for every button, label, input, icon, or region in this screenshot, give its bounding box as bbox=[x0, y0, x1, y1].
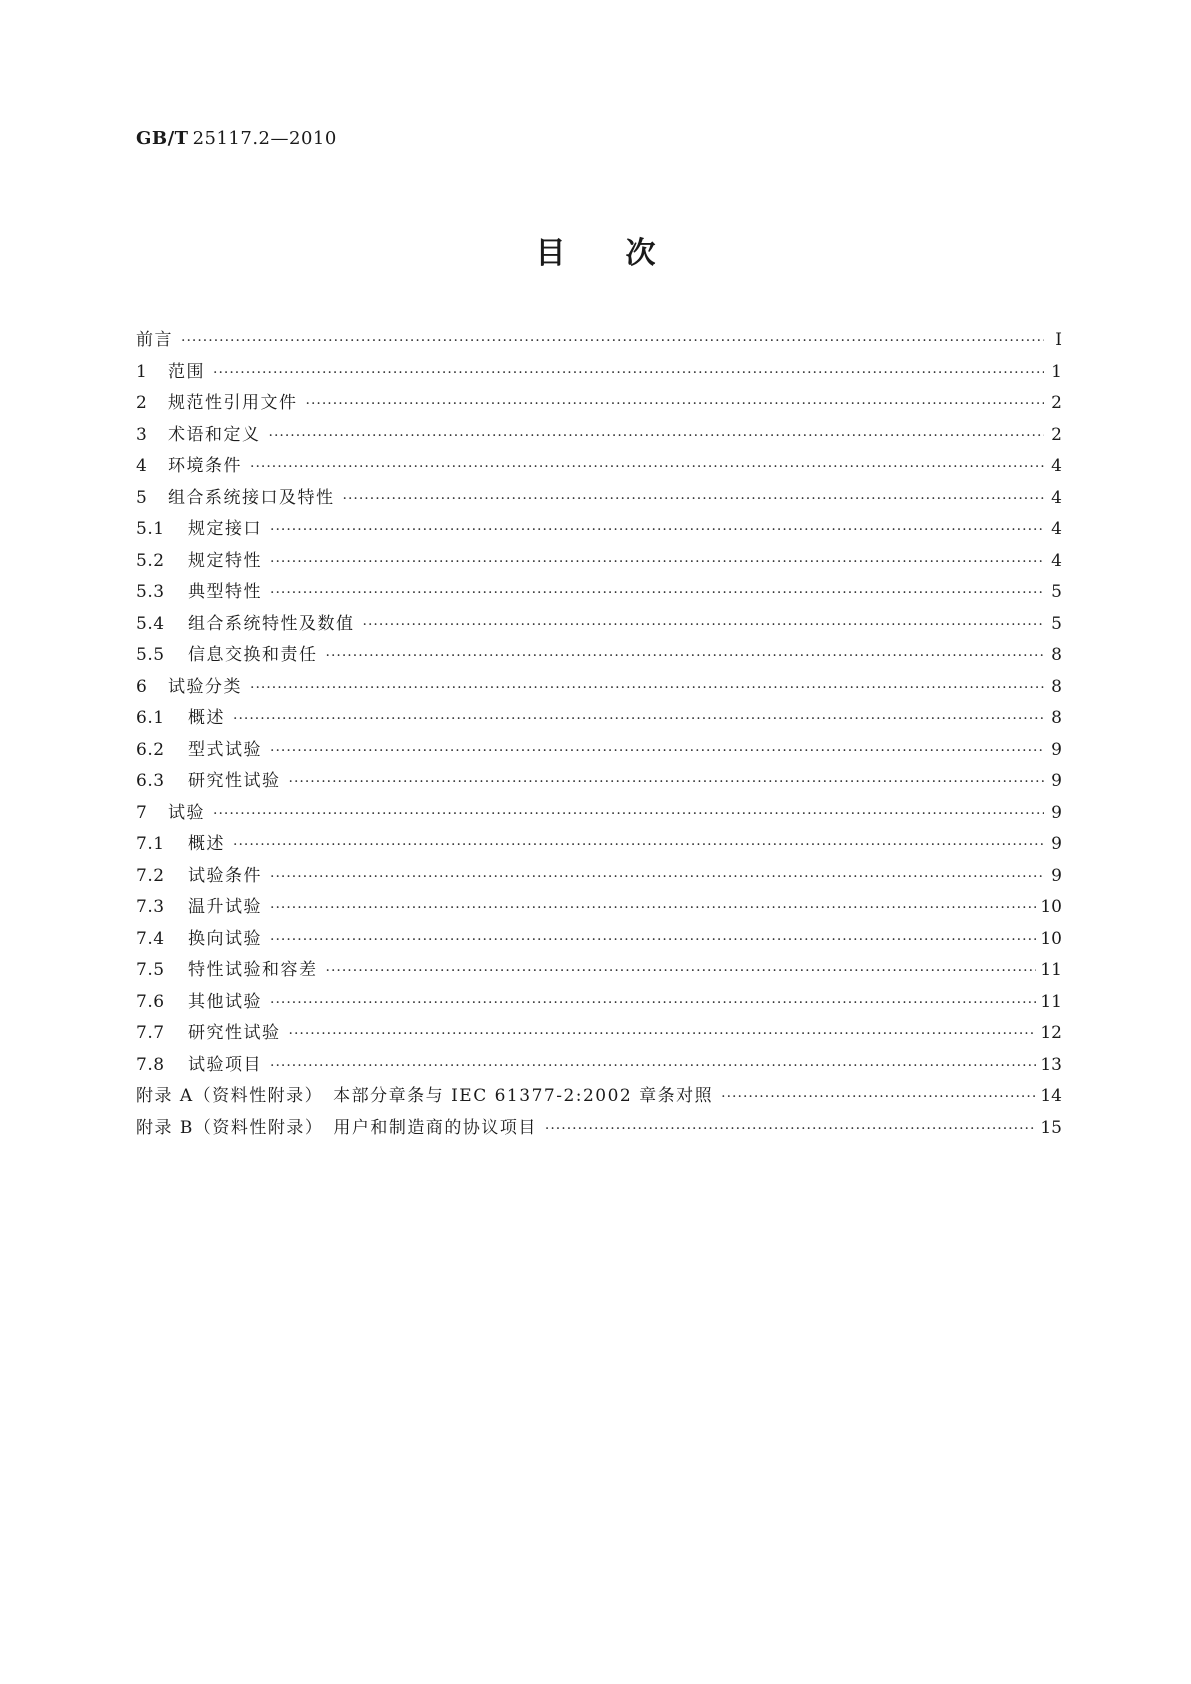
toc-leader-dots bbox=[270, 869, 1044, 885]
toc-page-number: 10 bbox=[1040, 897, 1062, 917]
page-title: 目次 bbox=[535, 236, 716, 271]
toc-entry-title: 组合系统接口及特性 bbox=[168, 487, 335, 508]
toc-entry-title: 温升试验 bbox=[188, 897, 262, 917]
toc-entry-title: 前言 bbox=[136, 330, 173, 350]
toc-leader-dots bbox=[326, 963, 1037, 979]
toc-entry-title: 试验项目 bbox=[188, 1054, 262, 1075]
toc-entry-title: 规范性引用文件 bbox=[168, 393, 298, 413]
toc-page-number: 10 bbox=[1040, 928, 1062, 949]
toc-page-number: 5 bbox=[1051, 613, 1062, 634]
toc-entry[interactable] bbox=[136, 420, 1062, 452]
toc-page-number: 9 bbox=[1051, 865, 1062, 886]
standard-code bbox=[136, 128, 337, 149]
toc-page-number: 8 bbox=[1051, 676, 1062, 697]
toc-entry[interactable] bbox=[136, 735, 1062, 767]
toc-page-number: 8 bbox=[1051, 708, 1062, 728]
toc-section-number: 6.1 bbox=[136, 708, 165, 728]
toc-entry-label bbox=[136, 987, 262, 1012]
toc-leader-dots bbox=[269, 428, 1045, 444]
toc-leader-dots bbox=[270, 743, 1044, 759]
toc-page-number: 12 bbox=[1040, 1023, 1062, 1043]
toc-section-number: 7.8 bbox=[136, 1054, 165, 1075]
toc-entry[interactable] bbox=[136, 955, 1062, 987]
toc-entry-label bbox=[136, 420, 261, 445]
toc-leader-dots bbox=[270, 995, 1036, 1011]
toc-entry-label bbox=[136, 388, 298, 413]
toc-entry[interactable] bbox=[136, 1113, 1062, 1145]
toc-entry-title: 规定特性 bbox=[188, 550, 262, 571]
toc-page-number: 1 bbox=[1051, 361, 1062, 382]
toc-leader-dots bbox=[233, 837, 1044, 853]
toc-section-number: 5.2 bbox=[136, 550, 165, 571]
table-of-contents bbox=[136, 325, 1062, 1144]
toc-leader-dots bbox=[213, 365, 1044, 381]
toc-entry-label bbox=[136, 861, 262, 886]
toc-entry[interactable] bbox=[136, 1050, 1062, 1082]
toc-leader-dots bbox=[363, 617, 1045, 633]
toc-leader-dots bbox=[270, 554, 1044, 570]
toc-entry-title: 附录 B（资料性附录） 用户和制造商的协议项目 bbox=[136, 1117, 537, 1138]
toc-entry-label bbox=[136, 703, 225, 728]
toc-entry-label bbox=[136, 640, 318, 665]
standard-prefix: GB/T bbox=[136, 128, 189, 149]
toc-section-number: 5 bbox=[136, 487, 148, 508]
toc-entry-title: 组合系统特性及数值 bbox=[188, 613, 355, 634]
toc-section-number: 6 bbox=[136, 676, 148, 697]
toc-page-number: 11 bbox=[1040, 960, 1062, 980]
toc-page-number: 8 bbox=[1051, 645, 1062, 665]
toc-entry-label bbox=[136, 829, 225, 854]
toc-entry-label bbox=[136, 1113, 537, 1138]
toc-leader-dots bbox=[306, 396, 1045, 412]
toc-entry[interactable] bbox=[136, 357, 1062, 389]
toc-entry-title: 型式试验 bbox=[188, 739, 262, 760]
toc-entry[interactable] bbox=[136, 829, 1062, 861]
toc-entry-label bbox=[136, 483, 335, 508]
toc-entry[interactable] bbox=[136, 609, 1062, 641]
toc-entry[interactable] bbox=[136, 766, 1062, 798]
toc-section-number: 7.6 bbox=[136, 991, 165, 1012]
standard-number: 25117.2—2010 bbox=[192, 128, 337, 149]
toc-entry-label bbox=[136, 798, 205, 823]
toc-entry-title: 术语和定义 bbox=[168, 424, 261, 445]
toc-entry-label bbox=[136, 735, 262, 760]
toc-entry-title: 换向试验 bbox=[188, 928, 262, 949]
toc-entry-title: 研究性试验 bbox=[188, 1023, 281, 1043]
toc-entry[interactable] bbox=[136, 388, 1062, 420]
toc-page-number: 15 bbox=[1040, 1117, 1062, 1138]
toc-entry-title: 典型特性 bbox=[188, 582, 262, 602]
toc-entry-title: 信息交换和责任 bbox=[188, 645, 318, 665]
toc-entry[interactable] bbox=[136, 546, 1062, 578]
toc-page-number: 13 bbox=[1040, 1054, 1062, 1075]
toc-entry-label bbox=[136, 325, 173, 350]
toc-entry[interactable] bbox=[136, 861, 1062, 893]
toc-entry[interactable] bbox=[136, 514, 1062, 546]
toc-page-number: 2 bbox=[1051, 393, 1062, 413]
toc-page-number: 9 bbox=[1051, 834, 1062, 854]
toc-page-number: Ⅰ bbox=[1055, 330, 1062, 350]
toc-entry[interactable] bbox=[136, 577, 1062, 609]
toc-entry[interactable] bbox=[136, 798, 1062, 830]
toc-section-number: 5.1 bbox=[136, 519, 165, 539]
toc-entry[interactable] bbox=[136, 325, 1062, 357]
toc-entry-title: 范围 bbox=[168, 361, 205, 382]
toc-page-number: 11 bbox=[1040, 991, 1062, 1012]
toc-entry-label bbox=[136, 546, 262, 571]
toc-entry[interactable] bbox=[136, 451, 1062, 483]
toc-entry[interactable] bbox=[136, 1018, 1062, 1050]
toc-entry-title: 概述 bbox=[188, 834, 225, 854]
toc-section-number: 7 bbox=[136, 802, 148, 823]
toc-entry[interactable] bbox=[136, 924, 1062, 956]
toc-leader-dots bbox=[289, 774, 1045, 790]
toc-entry[interactable] bbox=[136, 1081, 1062, 1113]
toc-entry-title: 特性试验和容差 bbox=[188, 960, 318, 980]
toc-entry-title: 研究性试验 bbox=[188, 771, 281, 791]
toc-section-number: 5.3 bbox=[136, 582, 165, 602]
toc-section-number: 7.1 bbox=[136, 834, 165, 854]
toc-leader-dots bbox=[721, 1089, 1036, 1105]
toc-page-number: 14 bbox=[1040, 1086, 1062, 1106]
toc-leader-dots bbox=[270, 522, 1044, 538]
toc-leader-dots bbox=[181, 333, 1044, 349]
toc-leader-dots bbox=[270, 932, 1036, 948]
toc-page-number: 9 bbox=[1051, 802, 1062, 823]
toc-leader-dots bbox=[270, 1058, 1036, 1074]
toc-entry[interactable] bbox=[136, 703, 1062, 735]
toc-leader-dots bbox=[326, 648, 1045, 664]
toc-section-number: 7.5 bbox=[136, 960, 165, 980]
toc-leader-dots bbox=[250, 680, 1044, 696]
toc-page-number: 4 bbox=[1051, 519, 1062, 539]
toc-entry-label bbox=[136, 955, 318, 980]
toc-entry-label bbox=[136, 609, 355, 634]
toc-leader-dots bbox=[545, 1121, 1036, 1137]
toc-page-number: 2 bbox=[1051, 424, 1062, 445]
toc-entry-title: 试验 bbox=[168, 802, 205, 823]
toc-entry[interactable] bbox=[136, 987, 1062, 1019]
toc-entry-label bbox=[136, 577, 262, 602]
toc-page-number: 9 bbox=[1051, 739, 1062, 760]
toc-entry-label bbox=[136, 1018, 281, 1043]
toc-section-number: 5.4 bbox=[136, 613, 165, 634]
toc-leader-dots bbox=[343, 491, 1045, 507]
toc-section-number: 7.2 bbox=[136, 865, 165, 886]
toc-leader-dots bbox=[233, 711, 1044, 727]
toc-section-number: 3 bbox=[136, 424, 148, 445]
toc-entry[interactable] bbox=[136, 672, 1062, 704]
toc-entry-title: 规定接口 bbox=[188, 519, 262, 539]
toc-entry-title: 其他试验 bbox=[188, 991, 262, 1012]
toc-section-number: 7.3 bbox=[136, 897, 165, 917]
toc-leader-dots bbox=[250, 459, 1044, 475]
toc-entry-label bbox=[136, 892, 262, 917]
toc-entry-label bbox=[136, 451, 242, 476]
toc-entry-label bbox=[136, 766, 281, 791]
toc-entry-title: 试验条件 bbox=[188, 865, 262, 886]
toc-leader-dots bbox=[213, 806, 1044, 822]
toc-entry-label bbox=[136, 672, 242, 697]
toc-section-number: 4 bbox=[136, 456, 148, 476]
toc-entry-title: 概述 bbox=[188, 708, 225, 728]
toc-page-number: 4 bbox=[1051, 487, 1062, 508]
toc-section-number: 1 bbox=[136, 361, 148, 382]
toc-section-number: 6.2 bbox=[136, 739, 165, 760]
toc-leader-dots bbox=[289, 1026, 1037, 1042]
toc-entry-title: 附录 A（资料性附录） 本部分章条与 IEC 61377-2:2002 章条对照 bbox=[136, 1086, 714, 1106]
toc-leader-dots bbox=[270, 900, 1036, 916]
toc-entry-label bbox=[136, 357, 205, 382]
toc-page-number: 4 bbox=[1051, 456, 1062, 476]
toc-entry-label bbox=[136, 1050, 262, 1075]
toc-entry-title: 试验分类 bbox=[168, 676, 242, 697]
toc-section-number: 7.7 bbox=[136, 1023, 165, 1043]
toc-entry[interactable] bbox=[136, 640, 1062, 672]
toc-section-number: 7.4 bbox=[136, 928, 165, 949]
toc-page-number: 4 bbox=[1051, 550, 1062, 571]
toc-entry[interactable] bbox=[136, 892, 1062, 924]
toc-section-number: 6.3 bbox=[136, 771, 165, 791]
toc-entry-title: 环境条件 bbox=[168, 456, 242, 476]
toc-section-number: 5.5 bbox=[136, 645, 165, 665]
toc-entry-label bbox=[136, 1081, 713, 1106]
toc-page-number: 5 bbox=[1051, 582, 1062, 602]
toc-entry[interactable] bbox=[136, 483, 1062, 515]
toc-section-number: 2 bbox=[136, 393, 148, 413]
toc-entry-label bbox=[136, 514, 262, 539]
toc-leader-dots bbox=[270, 585, 1044, 601]
toc-page-number: 9 bbox=[1051, 771, 1062, 791]
toc-entry-label bbox=[136, 924, 262, 949]
